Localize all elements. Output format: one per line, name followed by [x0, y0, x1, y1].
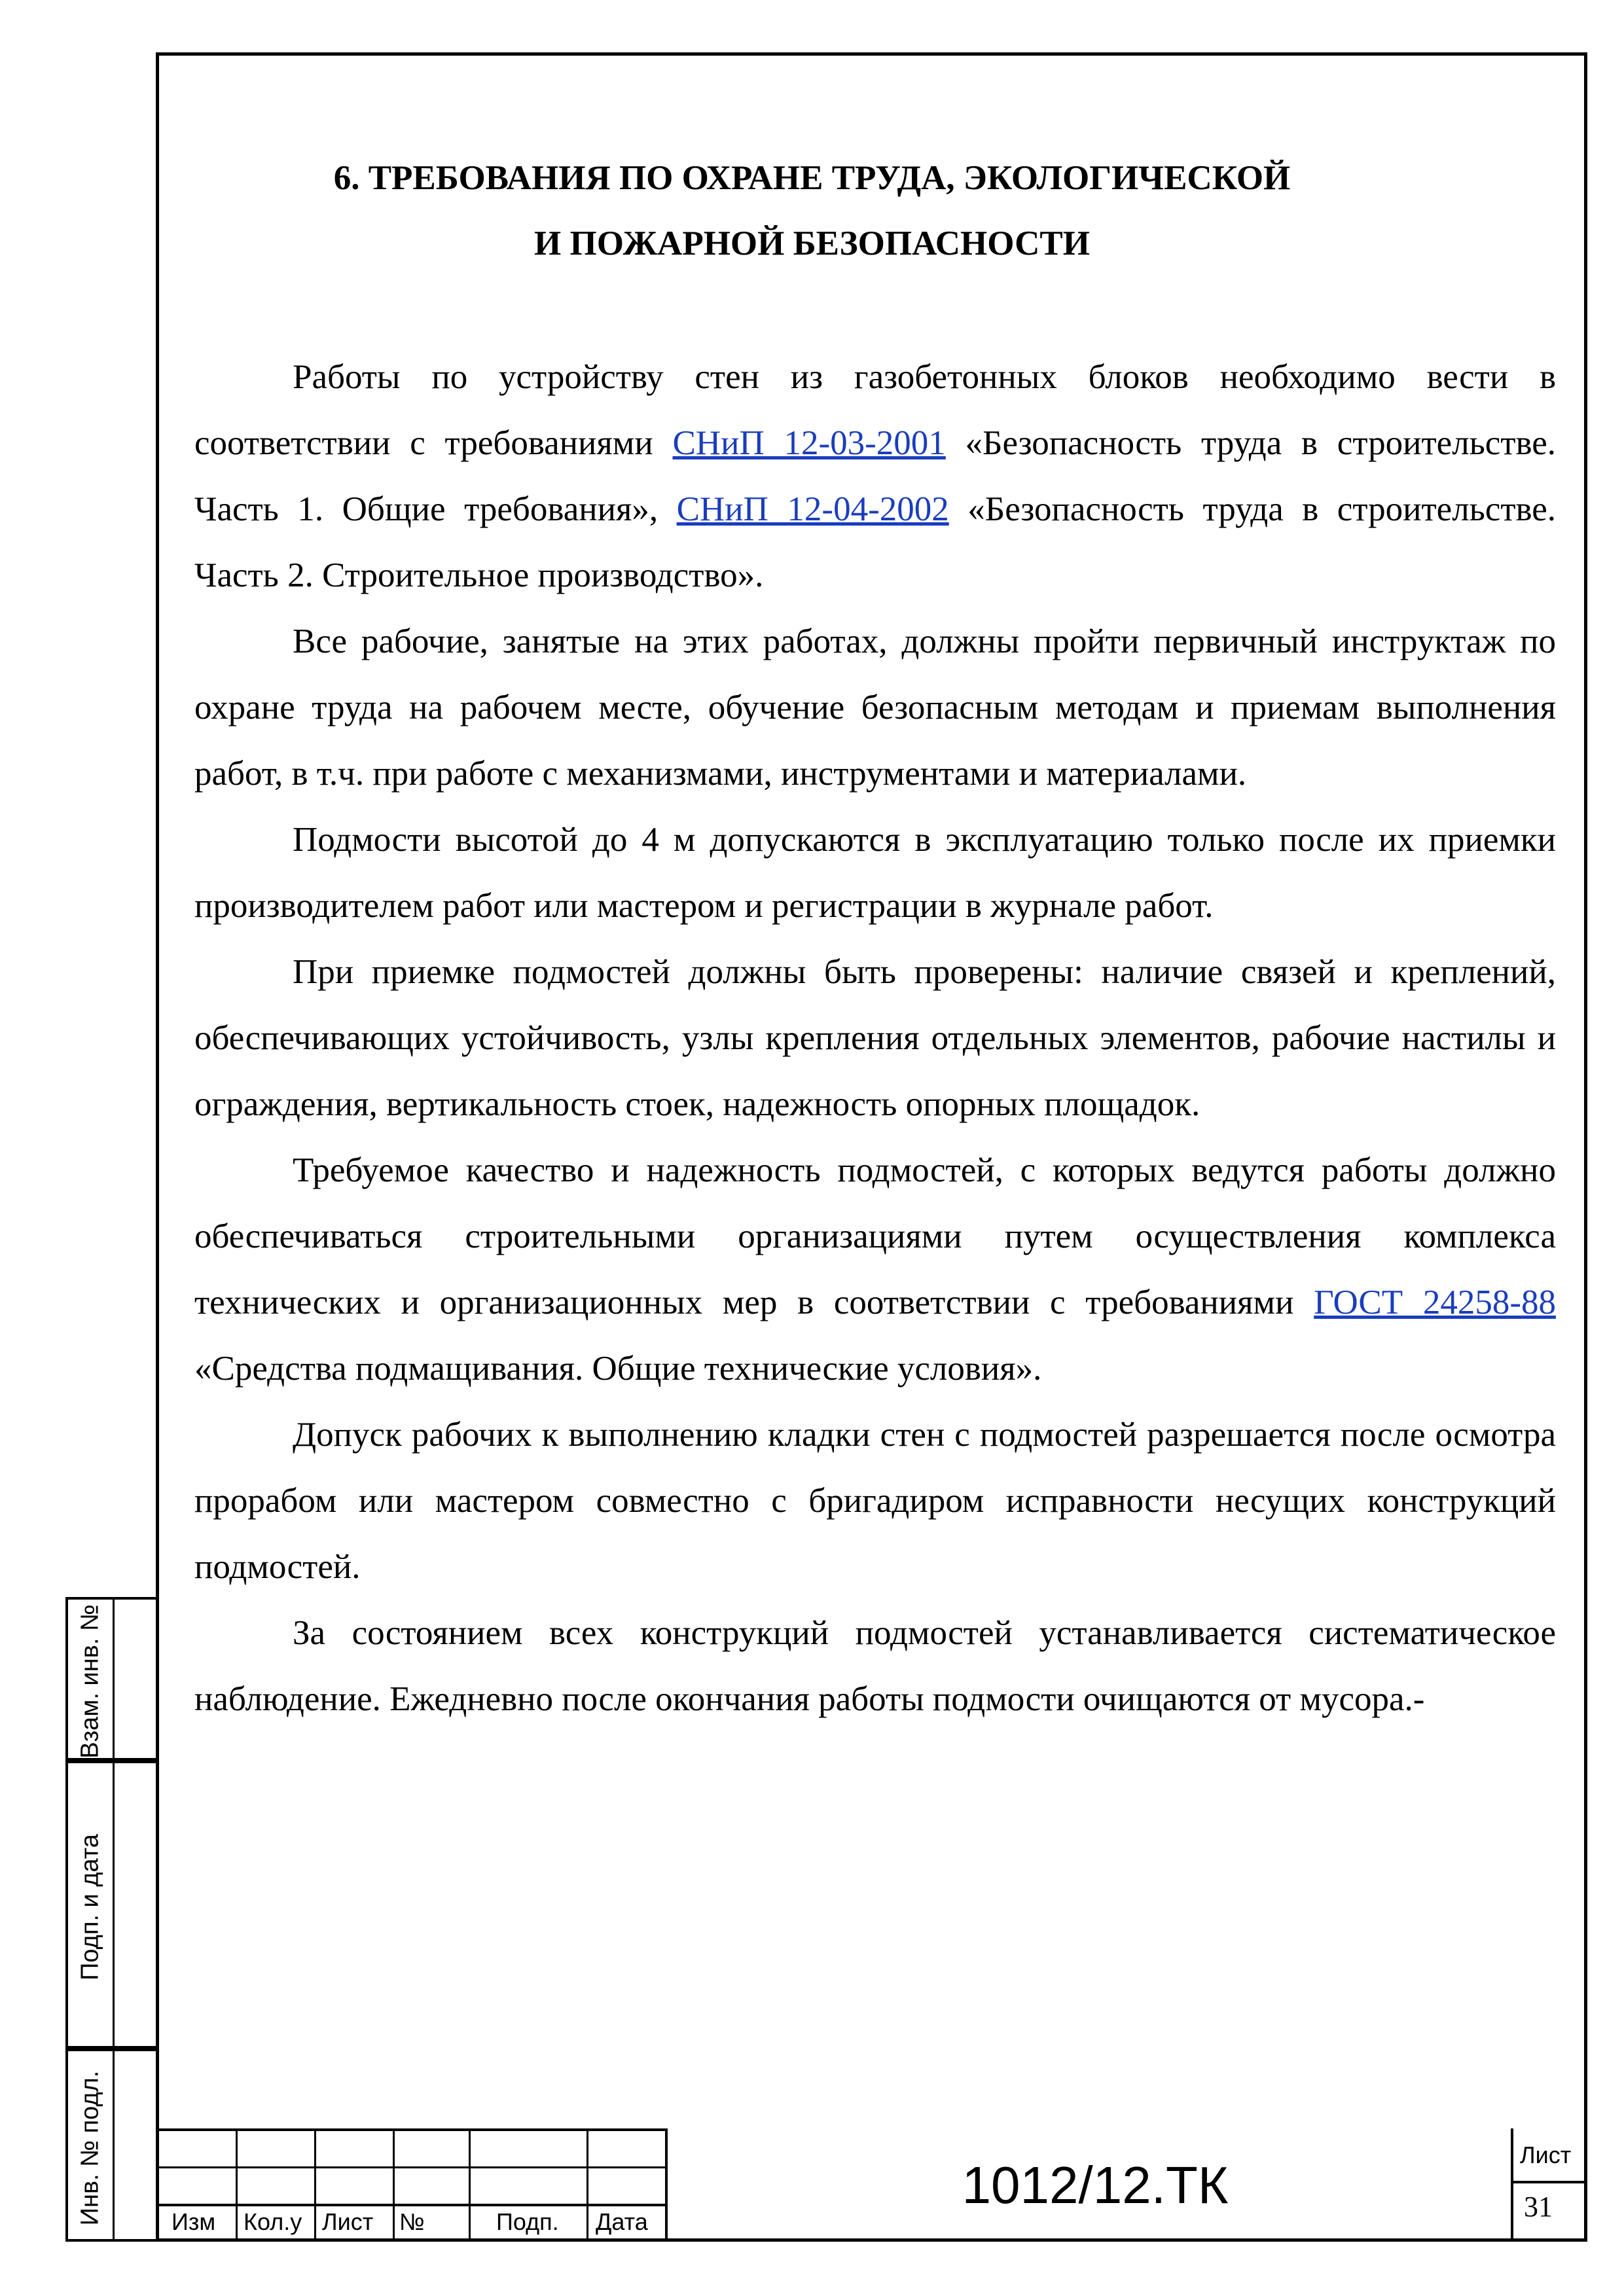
- paragraph-3: Подмости высотой до 4 м допускаются в эксплуатацию только после их приемки производителем работ или мастером и регистрации в журнале работ.: [194, 821, 1556, 925]
- gost-24258-88-link[interactable]: ГОСТ 24258-88: [1314, 1283, 1556, 1321]
- side-label-podp-data: Подп. и дата: [76, 1834, 104, 1981]
- paragraph-7: За состоянием всех конструкций подмостей устанавливается систематическое наблюдение. Ежедневно после окончания работы подмости очищаются от мусора.-: [194, 1614, 1556, 1718]
- sheet-number: 31: [1524, 2191, 1553, 2223]
- col-num: №: [399, 2208, 425, 2235]
- side-label-zam-inv: Взам. инв. №: [76, 1604, 104, 1759]
- sheet-label: Лист: [1520, 2142, 1572, 2168]
- document-code: 1012/12.ТК: [962, 2155, 1229, 2214]
- col-list: Лист: [322, 2208, 374, 2235]
- col-date: Дата: [596, 2208, 648, 2235]
- paragraph-1: Работы по устройству стен из газобетонных блоков необходимо вести в соответствии с требованиями СНиП 12-03-2001 «Безопасность труда в строительстве. Часть 1. Общие требования», СНиП 12-04-2002 «Безопасность труда в строительстве. Часть 2. Строительное производство».: [194, 358, 1556, 594]
- paragraph-6: Допуск рабочих к выполнению кладки стен с подмостей разрешается после осмотра прорабом или мастером совместно с бригадиром исправности несущих конструкций подмостей.: [194, 1416, 1556, 1586]
- body-text: [194, 344, 1556, 1732]
- side-label-inv-podl: Инв. № подл.: [76, 2070, 104, 2226]
- section-heading-line1: 6. ТРЕБОВАНИЯ ПО ОХРАНЕ ТРУДА, ЭКОЛОГИЧЕСКОЙ: [333, 159, 1291, 197]
- side-stamp-middle: [65, 1761, 156, 2049]
- col-podp: Подп.: [496, 2208, 559, 2235]
- col-kol: Кол.у: [244, 2208, 302, 2235]
- paragraph-4: При приемке подмостей должны быть проверены: наличие связей и креплений, обеспечивающих устойчивость, узлы крепления отдельных элементов, рабочие настилы и ограждения, вертикальность стоек, надежность опорных площадок.: [194, 953, 1556, 1123]
- section-heading-line2: И ПОЖАРНОЙ БЕЗОПАСНОСТИ: [534, 224, 1090, 262]
- side-stamp-upper: [65, 1597, 156, 1761]
- col-izm: Изм: [171, 2208, 216, 2235]
- paragraph-5: Требуемое качество и надежность подмостей, с которых ведутся работы должно обеспечиваться строительными организациями путем осуществления комплекса технических и организационных мер в соответствии с требованиями ГОСТ 24258-88 «Средства подмащивания. Общие технические условия».: [194, 1151, 1556, 1388]
- paragraph-2: Все рабочие, занятые на этих работах, должны пройти первичный инструктаж по охране труда на рабочем месте, обучение безопасным методам и приемам выполнения работ, в т.ч. при работе с механизмами, инструментами и материалами.: [194, 622, 1556, 793]
- side-stamp-lower: [65, 2049, 156, 2242]
- snip-12-03-2001-link[interactable]: СНиП 12-03-2001: [672, 424, 946, 462]
- snip-12-04-2002-link[interactable]: СНиП 12-04-2002: [676, 490, 949, 528]
